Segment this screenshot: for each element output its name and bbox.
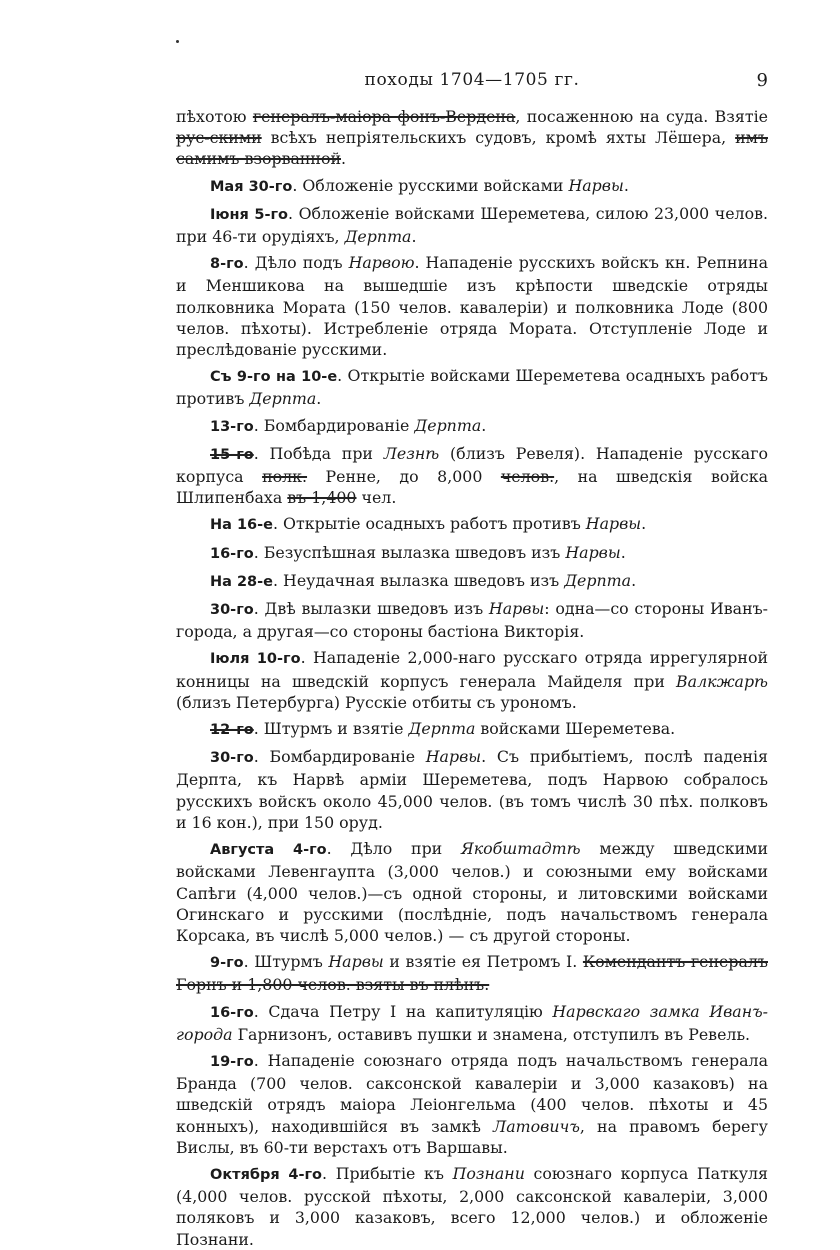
struck-text: Комендантъ генералъ Горнъ и 1,800 челов. взяты въ плѣнъ. bbox=[176, 952, 768, 995]
text-run: пѣхотою bbox=[176, 107, 253, 126]
place-name: Лезнѣ bbox=[383, 443, 440, 463]
page-number: 9 bbox=[756, 70, 768, 91]
entry-date: 9-го bbox=[210, 955, 244, 972]
text-run: союзнаго корпуса Паткуля (4,000 челов. русской пѣхоты, 2,000 саксонской кавалеріи, 3,000 поляковъ и 3,000 казаковъ, всего 12,000 челов.) и обложеніе Познани. bbox=[176, 1163, 768, 1249]
entry-date: 12-го bbox=[210, 722, 254, 739]
text-run: . Сдача Петру I на капитуляцію bbox=[253, 1001, 553, 1021]
text-run: (близъ Петербурга) Русскіе отбиты съ урономъ. bbox=[176, 692, 577, 712]
place-name: Нарвы bbox=[328, 952, 384, 972]
chronicle-entry bbox=[176, 252, 768, 360]
text-run: , посаженною на суда. Взятіе bbox=[515, 107, 768, 126]
chronicle-entry bbox=[176, 1163, 768, 1250]
place-name: Нарвскаго замка Иванъ-города bbox=[176, 1001, 768, 1044]
entry-date: 13-го bbox=[210, 418, 254, 435]
text-run: . Открытіе войсками Шереметева осадныхъ работъ противъ bbox=[176, 366, 768, 409]
text-run: . Дѣло подъ bbox=[243, 253, 349, 273]
chronicle-entry bbox=[176, 203, 768, 247]
chronicle-entry bbox=[176, 746, 768, 833]
place-name: Нарвою bbox=[348, 253, 415, 273]
text-run: между шведскими войсками Левенгаупта (3,000 челов.) и союзными ему войсками Сапѣги (4,000 челов.)—съ одной стороны, и литовскими войсками Огинскаго и русскими (послѣдніе, подъ начальствомъ генерала Корсака, въ числѣ 5,000 челов.) — съ другой стороны. bbox=[176, 839, 769, 945]
text-run: . Дѣло при bbox=[326, 839, 461, 859]
entry-date: На 16-е bbox=[210, 517, 273, 534]
entry-date: Октября 4-го bbox=[210, 1166, 323, 1183]
place-name: Якобштадтѣ bbox=[460, 839, 581, 859]
text-run: . bbox=[481, 415, 487, 435]
text-run: . Открытіе осадныхъ работъ противъ bbox=[273, 514, 586, 534]
text-run: . bbox=[411, 227, 417, 247]
text-run: Ренне, до 8,000 bbox=[307, 467, 501, 487]
text-run: . Бомбардированіе bbox=[253, 747, 426, 767]
text-run: . Безуспѣшная вылазка шведовъ изъ bbox=[253, 542, 566, 562]
entry-date: Іюля 10-го bbox=[210, 651, 301, 668]
struck-text: челов. bbox=[500, 467, 555, 487]
text-run: . Нападеніе 2,000-наго русскаго отряда иррегулярной конницы на шведскій корпусъ генерала Майделя при bbox=[176, 648, 768, 691]
place-name: Нарвы bbox=[488, 599, 545, 619]
text-run: и взятіе ея Петромъ I. bbox=[383, 952, 583, 972]
entry-date: 8-го bbox=[210, 256, 244, 273]
text-run: , на правомъ берегу Вислы, въ 60-ти верстахъ отъ Варшавы. bbox=[176, 1116, 768, 1157]
text-run: . Прибытіе къ bbox=[322, 1163, 453, 1183]
chronicle-entry bbox=[176, 513, 768, 536]
chronicle-entry bbox=[176, 718, 768, 741]
text-run: войсками Шереметева. bbox=[475, 719, 676, 739]
chronicle-entry bbox=[176, 570, 768, 593]
text-run: . bbox=[623, 175, 629, 195]
text-run: . Обложеніе войсками Шереметева, силою 23,000 челов. при 46-ти орудіяхъ, bbox=[176, 203, 769, 247]
entry-date: 16-го bbox=[210, 545, 254, 562]
struck-text: имъ самимъ взорванной bbox=[176, 128, 768, 169]
text-run: всѣхъ непріятельскихъ судовъ, кромѣ яхты Лёшера, bbox=[261, 128, 736, 148]
chronicle-text bbox=[176, 106, 768, 1250]
struck-text: въ 1,400 bbox=[287, 488, 357, 508]
text-run: . bbox=[340, 149, 347, 169]
chronicle-entry bbox=[176, 443, 768, 509]
place-name: Дерпта bbox=[249, 389, 317, 409]
entry-date: 15-го bbox=[210, 446, 254, 463]
place-name: Дерпта bbox=[564, 570, 632, 590]
chronicle-entry bbox=[176, 647, 768, 713]
place-name: Нарвы bbox=[585, 514, 642, 534]
text-run: . Нападеніе союзнаго отряда подъ начальствомъ генерала Бранда (700 челов. саксонской кавалеріи и 3,000 казаковъ) на шведскій отрядъ маіора Леіонгельма (400 челов. пѣхоты и 45 конныхъ), находившійся въ замкѣ bbox=[176, 1050, 768, 1136]
place-name: Нарвы bbox=[565, 542, 621, 562]
place-name: Дерпта bbox=[414, 415, 482, 435]
place-name: Познани bbox=[452, 1163, 525, 1183]
text-run: Гарнизонъ, оставивъ пушки и знамена, отступилъ въ Ревель. bbox=[232, 1024, 751, 1044]
place-name: Валкжарѣ bbox=[676, 671, 768, 691]
struck-text: генералъ-маіора фонъ-Вердена bbox=[252, 107, 516, 126]
struck-text: полк. bbox=[262, 467, 308, 487]
page-header bbox=[176, 70, 768, 96]
chronicle-entry bbox=[176, 1001, 768, 1045]
text-run: чел. bbox=[356, 488, 397, 508]
text-run: . bbox=[620, 542, 626, 562]
entry-date: 16-го bbox=[210, 1004, 254, 1021]
text-run: : одна—со стороны Иванъ-города, а другая—со стороны бастіона Викторія. bbox=[176, 599, 768, 642]
entry-date: Августа 4-го bbox=[210, 842, 327, 859]
chronicle-entry bbox=[176, 542, 768, 565]
place-name: Дерпта bbox=[344, 227, 412, 247]
place-name: Латовичъ bbox=[493, 1116, 580, 1136]
text-run: , на шведскія войска Шлипенбаха bbox=[176, 467, 769, 508]
struck-text: рус-скими bbox=[176, 128, 262, 148]
text-run: . Обложеніе русскими войсками bbox=[292, 175, 569, 195]
place-name: Нарвы bbox=[425, 747, 482, 767]
place-name: Дерпта bbox=[408, 719, 476, 739]
print-speck bbox=[176, 40, 179, 43]
text-run: . Бомбардированіе bbox=[253, 415, 415, 435]
text-run: . Неудачная вылазка шведовъ изъ bbox=[273, 570, 565, 590]
text-run: (близъ Ревеля). Нападеніе русскаго корпуса bbox=[176, 443, 768, 487]
running-title: походы 1704—1705 гг. bbox=[364, 70, 580, 90]
entry-date: На 28-е bbox=[210, 573, 273, 590]
text-run: . Побѣда при bbox=[253, 443, 384, 463]
chronicle-entry bbox=[176, 598, 768, 642]
chronicle-entry bbox=[176, 838, 768, 946]
entry-date: 30-го bbox=[210, 750, 254, 767]
entry-date: 30-го bbox=[210, 602, 254, 619]
chronicle-entry bbox=[176, 415, 768, 438]
text-run: . bbox=[641, 514, 647, 534]
text-run: . Нападеніе русскихъ войскъ кн. Репнина и Меншикова на вышедшіе изъ крѣпости шведскіе отряды полковника Мората (150 челов. кавалеріи) и полковника Лоде (800 челов. пѣхоты). Истребленіе отряда Мората. Отступленіе Лоде и преслѣдованіе русскими. bbox=[176, 253, 768, 360]
text-run: . Штурмъ и взятіе bbox=[253, 719, 409, 739]
continuation-paragraph bbox=[176, 106, 768, 170]
text-run: . Штурмъ bbox=[243, 952, 329, 972]
text-run: . bbox=[631, 570, 637, 590]
chronicle-entry bbox=[176, 951, 768, 995]
text-run: . Съ прибытіемъ, послѣ паденія Дерпта, къ Нарвѣ арміи Шереметева, подъ Нарвою собралось русскихъ войскъ около 45,000 челов. (въ томъ числѣ 30 пѣх. полковъ и 16 кон.), при 150 оруд. bbox=[176, 747, 768, 832]
entry-date: 19-го bbox=[210, 1053, 254, 1070]
text-run: . Двѣ вылазки шведовъ изъ bbox=[253, 599, 489, 619]
chronicle-entry bbox=[176, 1050, 768, 1158]
entry-date: Іюня 5-го bbox=[210, 206, 289, 223]
text-run: . bbox=[316, 389, 322, 409]
chronicle-entry bbox=[176, 365, 768, 409]
place-name: Нарвы bbox=[568, 175, 624, 195]
entry-date: Мая 30-го bbox=[210, 178, 293, 195]
chronicle-entry bbox=[176, 175, 768, 198]
entry-date: Съ 9-го на 10-е bbox=[210, 369, 338, 386]
